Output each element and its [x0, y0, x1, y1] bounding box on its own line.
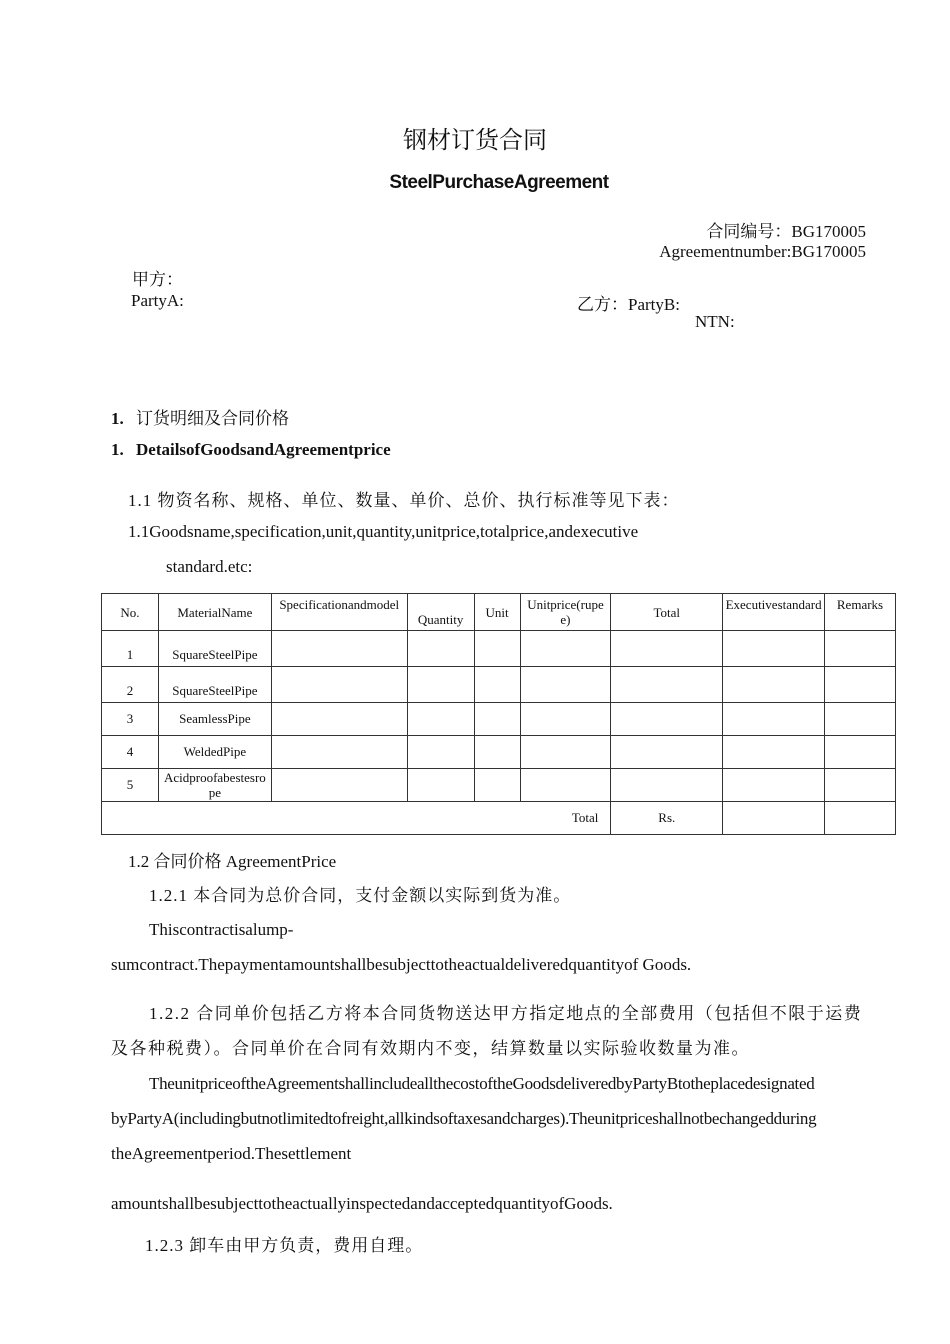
table-header-row [102, 594, 896, 631]
clause-1-2-2-en-line4: amountshallbesubjecttotheactuallyinspectedandacceptedquantityofGoods. [111, 1194, 613, 1213]
row-no: 1 [102, 631, 159, 667]
table-total-row [102, 802, 896, 835]
row-material-name: SquareSteelPipe [158, 667, 271, 703]
table-row [102, 736, 896, 769]
header-quantity: Quantity [407, 594, 474, 631]
row-material-name: WeldedPipe [158, 736, 271, 769]
row-material-name: Acidproofabestesrope [158, 769, 271, 802]
row-total-cell[interactable] [611, 769, 723, 802]
clause-1-2-2-cn-line1: 1.2.2 合同单价包括乙方将本合同货物送达甲方指定地点的全部费用（包括但不限于运费 [149, 1004, 863, 1023]
clause-1-2-3-cn: 1.2.3 卸车由甲方负责，费用自理。 [145, 1236, 424, 1255]
total-currency: Rs. [611, 802, 723, 835]
row-quantity-cell[interactable] [407, 667, 474, 703]
clause-1-2-heading: 1.2 合同价格 AgreementPrice [128, 852, 337, 871]
total-remarks-cell[interactable] [825, 802, 896, 835]
row-remarks-cell[interactable] [825, 631, 896, 667]
row-quantity-cell[interactable] [407, 736, 474, 769]
clause-1-2-1-en-line2: sumcontract.Thepaymentamountshallbesubjecttotheactualdeliveredquantityof Goods. [111, 955, 692, 974]
clause-1-2-2-en-line1: TheunitpriceoftheAgreementshallincludeallthecostoftheGoodsdeliveredbyPartyBtotheplacedesignated [149, 1074, 815, 1093]
row-spec-cell[interactable] [271, 769, 407, 802]
clause-1-2-1-en-line1: Thiscontractisalump- [149, 920, 294, 939]
row-remarks-cell[interactable] [825, 736, 896, 769]
table-row [102, 631, 896, 667]
row-unit-price-cell[interactable] [520, 736, 611, 769]
header-no: No. [102, 594, 159, 631]
ntn-label: NTN: [695, 312, 735, 331]
row-standard-cell[interactable] [723, 736, 825, 769]
row-spec-cell[interactable] [271, 736, 407, 769]
row-unit-cell[interactable] [474, 667, 520, 703]
row-no: 5 [102, 769, 159, 802]
clause-1-1-cn: 1.1 物资名称、规格、单位、数量、单价、总价、执行标准等见下表： [128, 491, 680, 510]
row-material-name: SquareSteelPipe [158, 631, 271, 667]
row-no: 2 [102, 667, 159, 703]
header-remarks: Remarks [825, 594, 896, 631]
party-a-cn: 甲方： [132, 270, 183, 289]
row-no: 3 [102, 703, 159, 736]
row-unit-cell[interactable] [474, 703, 520, 736]
row-unit-price-cell[interactable] [520, 631, 611, 667]
row-unit-price-cell[interactable] [520, 667, 611, 703]
goods-table [101, 593, 896, 835]
row-no: 4 [102, 736, 159, 769]
table-row [102, 769, 896, 802]
row-standard-cell[interactable] [723, 769, 825, 802]
row-unit-price-cell[interactable] [520, 769, 611, 802]
header-unit-price: Unitprice(rupee) [520, 594, 611, 631]
row-total-cell[interactable] [611, 736, 723, 769]
row-total-cell[interactable] [611, 667, 723, 703]
clause-1-2-1-cn: 1.2.1 本合同为总价合同，支付金额以实际到货为准。 [149, 886, 572, 905]
header-specification: Specificationandmodel [271, 594, 407, 631]
table-row [102, 703, 896, 736]
section1-heading-cn [111, 404, 289, 429]
clause-1-2-2-en-line3: theAgreementperiod.Thesettlement [111, 1144, 352, 1163]
total-standard-cell[interactable] [723, 802, 825, 835]
party-b: 乙方：PartyB: [577, 295, 680, 314]
row-standard-cell[interactable] [723, 631, 825, 667]
header-executive-standard: Executivestandard [723, 594, 825, 631]
row-unit-price-cell[interactable] [520, 703, 611, 736]
row-unit-cell[interactable] [474, 736, 520, 769]
row-quantity-cell[interactable] [407, 703, 474, 736]
clause-1-1-en-line2: standard.etc: [166, 557, 253, 576]
section1-title-cn: 订货明细及合同价格 [136, 409, 289, 428]
header-total: Total [611, 594, 723, 631]
header-unit: Unit [474, 594, 520, 631]
row-unit-cell[interactable] [474, 631, 520, 667]
row-quantity-cell[interactable] [407, 631, 474, 667]
clause-1-2-2-en-line2: byPartyA(includingbutnotlimitedtofreight,allkindsoftaxesandcharges).Theunitpriceshallnotbechangedduring [111, 1109, 817, 1128]
row-spec-cell[interactable] [271, 667, 407, 703]
row-remarks-cell[interactable] [825, 667, 896, 703]
row-unit-cell[interactable] [474, 769, 520, 802]
row-standard-cell[interactable] [723, 703, 825, 736]
header-material-name: MaterialName [158, 594, 271, 631]
row-material-name: SeamlessPipe [158, 703, 271, 736]
row-remarks-cell[interactable] [825, 703, 896, 736]
clause-1-1-en-line1: 1.1Goodsname,specification,unit,quantity,unitprice,totalprice,andexecutive [128, 522, 639, 541]
row-total-cell[interactable] [611, 703, 723, 736]
title-english: SteelPurchaseAgreement [389, 172, 609, 193]
section1-number: 1. [111, 409, 124, 428]
clause-1-2-2-cn-line2: 及各种税费）。合同单价在合同有效期内不变，结算数量以实际验收数量为准。 [111, 1039, 750, 1058]
section1-number-en: 1. [111, 440, 124, 459]
row-quantity-cell[interactable] [407, 769, 474, 802]
section1-heading-en [111, 440, 391, 460]
agreement-number-en: Agreementnumber:BG170005 [659, 242, 866, 261]
row-standard-cell[interactable] [723, 667, 825, 703]
total-label: Total [102, 802, 611, 835]
row-spec-cell[interactable] [271, 631, 407, 667]
section1-title-en: DetailsofGoodsandAgreementprice [136, 440, 391, 459]
table-row [102, 667, 896, 703]
row-total-cell[interactable] [611, 631, 723, 667]
row-spec-cell[interactable] [271, 703, 407, 736]
agreement-number-cn: 合同编号：BG170005 [706, 222, 866, 241]
party-a-en: PartyA: [131, 291, 184, 310]
title-chinese: 钢材订货合同 [403, 126, 547, 154]
row-remarks-cell[interactable] [825, 769, 896, 802]
